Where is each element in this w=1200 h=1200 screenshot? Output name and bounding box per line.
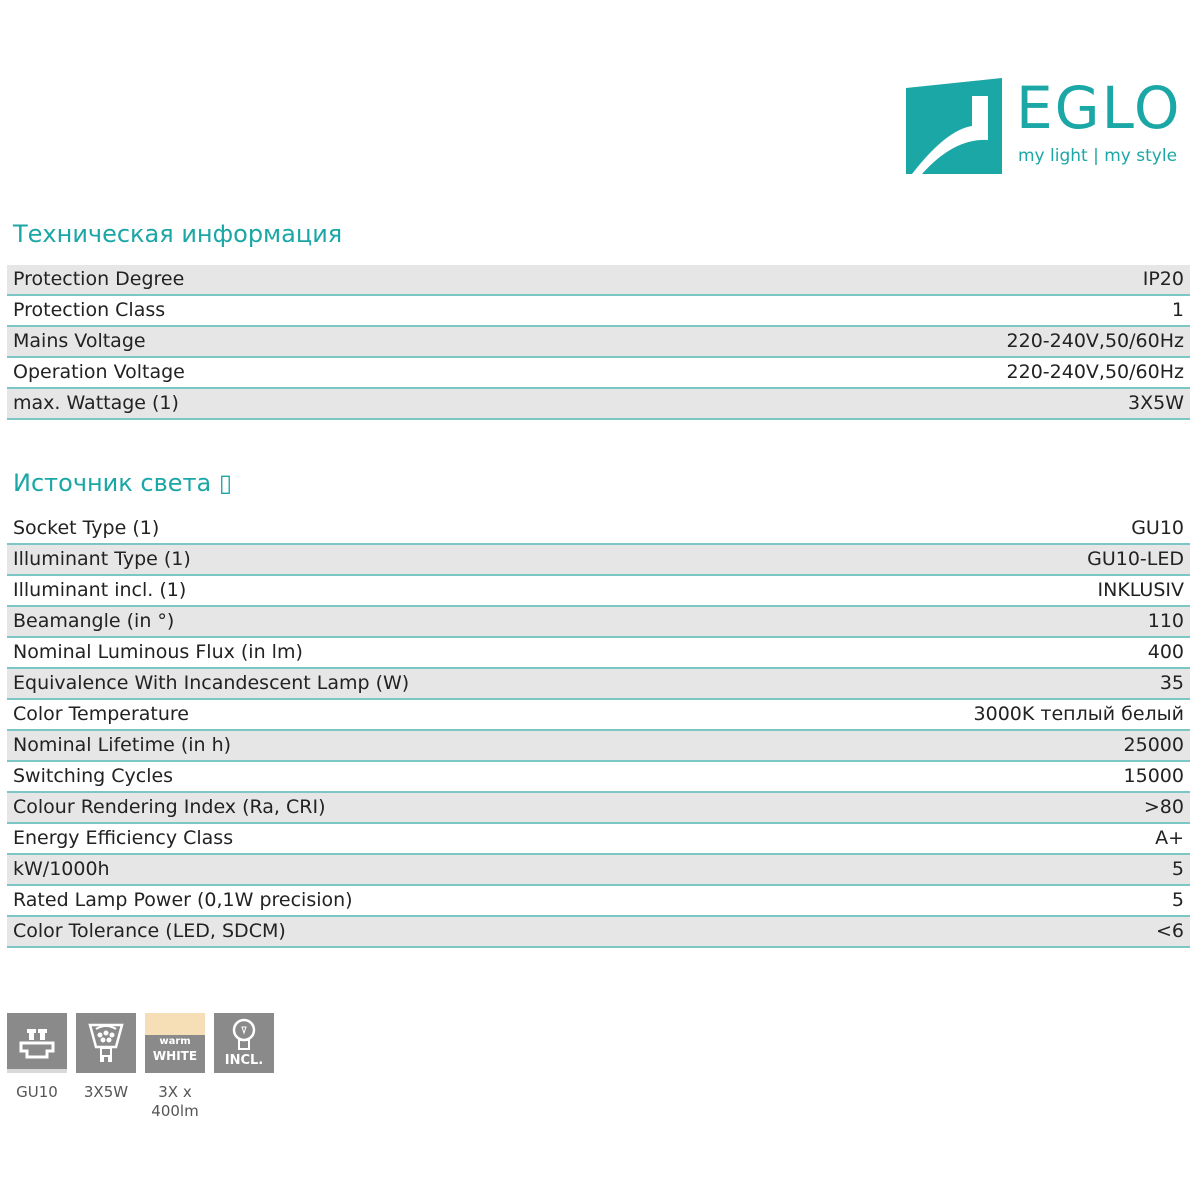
row-value: INKLUSIV	[1097, 579, 1184, 601]
row-value: 5	[1171, 858, 1184, 880]
light-section-title: Источник света ▯	[13, 469, 233, 497]
row-value: A+	[1155, 827, 1184, 849]
table-row	[7, 576, 1190, 607]
eglo-logo	[906, 74, 1196, 174]
row-label: Nominal Luminous Flux (in lm)	[13, 641, 303, 663]
table-row	[7, 824, 1190, 855]
table-row	[7, 700, 1190, 731]
row-value: 220-240V,50/60Hz	[1006, 361, 1184, 383]
row-value: 35	[1159, 672, 1184, 694]
row-value: 110	[1147, 610, 1184, 632]
row-label: Rated Lamp Power (0,1W precision)	[13, 889, 353, 911]
row-label: Nominal Lifetime (in h)	[13, 734, 232, 756]
table-row	[7, 638, 1190, 669]
gu10-socket-icon	[7, 1013, 67, 1073]
table-row	[7, 358, 1190, 389]
brand-tagline: my light | my style	[1018, 146, 1178, 166]
row-label: Protection Class	[13, 299, 166, 321]
row-label: Operation Voltage	[13, 361, 185, 383]
row-label: Illuminant Type (1)	[13, 548, 191, 570]
icon-caption: 3X x 400lm	[151, 1083, 199, 1120]
row-value: 1	[1171, 299, 1184, 321]
row-value: GU10-LED	[1087, 548, 1184, 570]
row-value: 400	[1147, 641, 1184, 663]
table-row	[7, 762, 1190, 793]
row-label: Switching Cycles	[13, 765, 174, 787]
warm-color-swatch	[145, 1013, 205, 1035]
bulb-included-icon	[214, 1013, 274, 1073]
row-value: 3000K теплый белый	[973, 703, 1184, 725]
eglo-lamp-mark-icon	[906, 78, 1002, 174]
led-bulb-icon	[76, 1013, 136, 1073]
table-row	[7, 389, 1190, 420]
table-row	[7, 545, 1190, 576]
light-table	[7, 514, 1190, 948]
table-row	[7, 296, 1190, 327]
row-value: 15000	[1123, 765, 1184, 787]
warm-white-icon	[145, 1013, 205, 1073]
row-label: max. Wattage (1)	[13, 392, 179, 414]
tech-section-title: Техническая информация	[13, 220, 343, 248]
icon-caption: 3X5W	[83, 1083, 129, 1101]
row-label: Energy Efficiency Class	[13, 827, 234, 849]
table-row	[7, 514, 1190, 545]
row-value: IP20	[1142, 268, 1184, 290]
row-label: Illuminant incl. (1)	[13, 579, 187, 601]
white-label: WHITE	[152, 1049, 198, 1063]
row-label: Color Temperature	[13, 703, 190, 725]
row-label: Color Tolerance (LED, SDCM)	[13, 920, 286, 942]
table-row	[7, 731, 1190, 762]
brand-name: EGLO	[1016, 74, 1182, 142]
row-label: Protection Degree	[13, 268, 185, 290]
icon-caption: GU10	[16, 1083, 58, 1101]
table-row	[7, 855, 1190, 886]
row-label: Colour Rendering Index (Ra, CRI)	[13, 796, 326, 818]
row-value: <6	[1155, 920, 1184, 942]
tech-table	[7, 265, 1190, 420]
table-row	[7, 265, 1190, 296]
row-value: GU10	[1131, 517, 1184, 539]
table-row	[7, 886, 1190, 917]
row-label: Socket Type (1)	[13, 517, 160, 539]
row-label: Mains Voltage	[13, 330, 146, 352]
row-value: >80	[1143, 796, 1184, 818]
row-value: 220-240V,50/60Hz	[1006, 330, 1184, 352]
row-value: 25000	[1123, 734, 1184, 756]
row-value: 5	[1171, 889, 1184, 911]
row-label: Equivalence With Incandescent Lamp (W)	[13, 672, 410, 694]
table-row	[7, 793, 1190, 824]
incl-label: INCL.	[224, 1053, 264, 1068]
table-row	[7, 669, 1190, 700]
row-value: 3X5W	[1128, 392, 1184, 414]
table-row	[7, 917, 1190, 948]
row-label: kW/1000h	[13, 858, 110, 880]
table-row	[7, 607, 1190, 638]
table-row	[7, 327, 1190, 358]
warm-label: warm	[159, 1036, 191, 1047]
row-label: Beamangle (in °)	[13, 610, 175, 632]
